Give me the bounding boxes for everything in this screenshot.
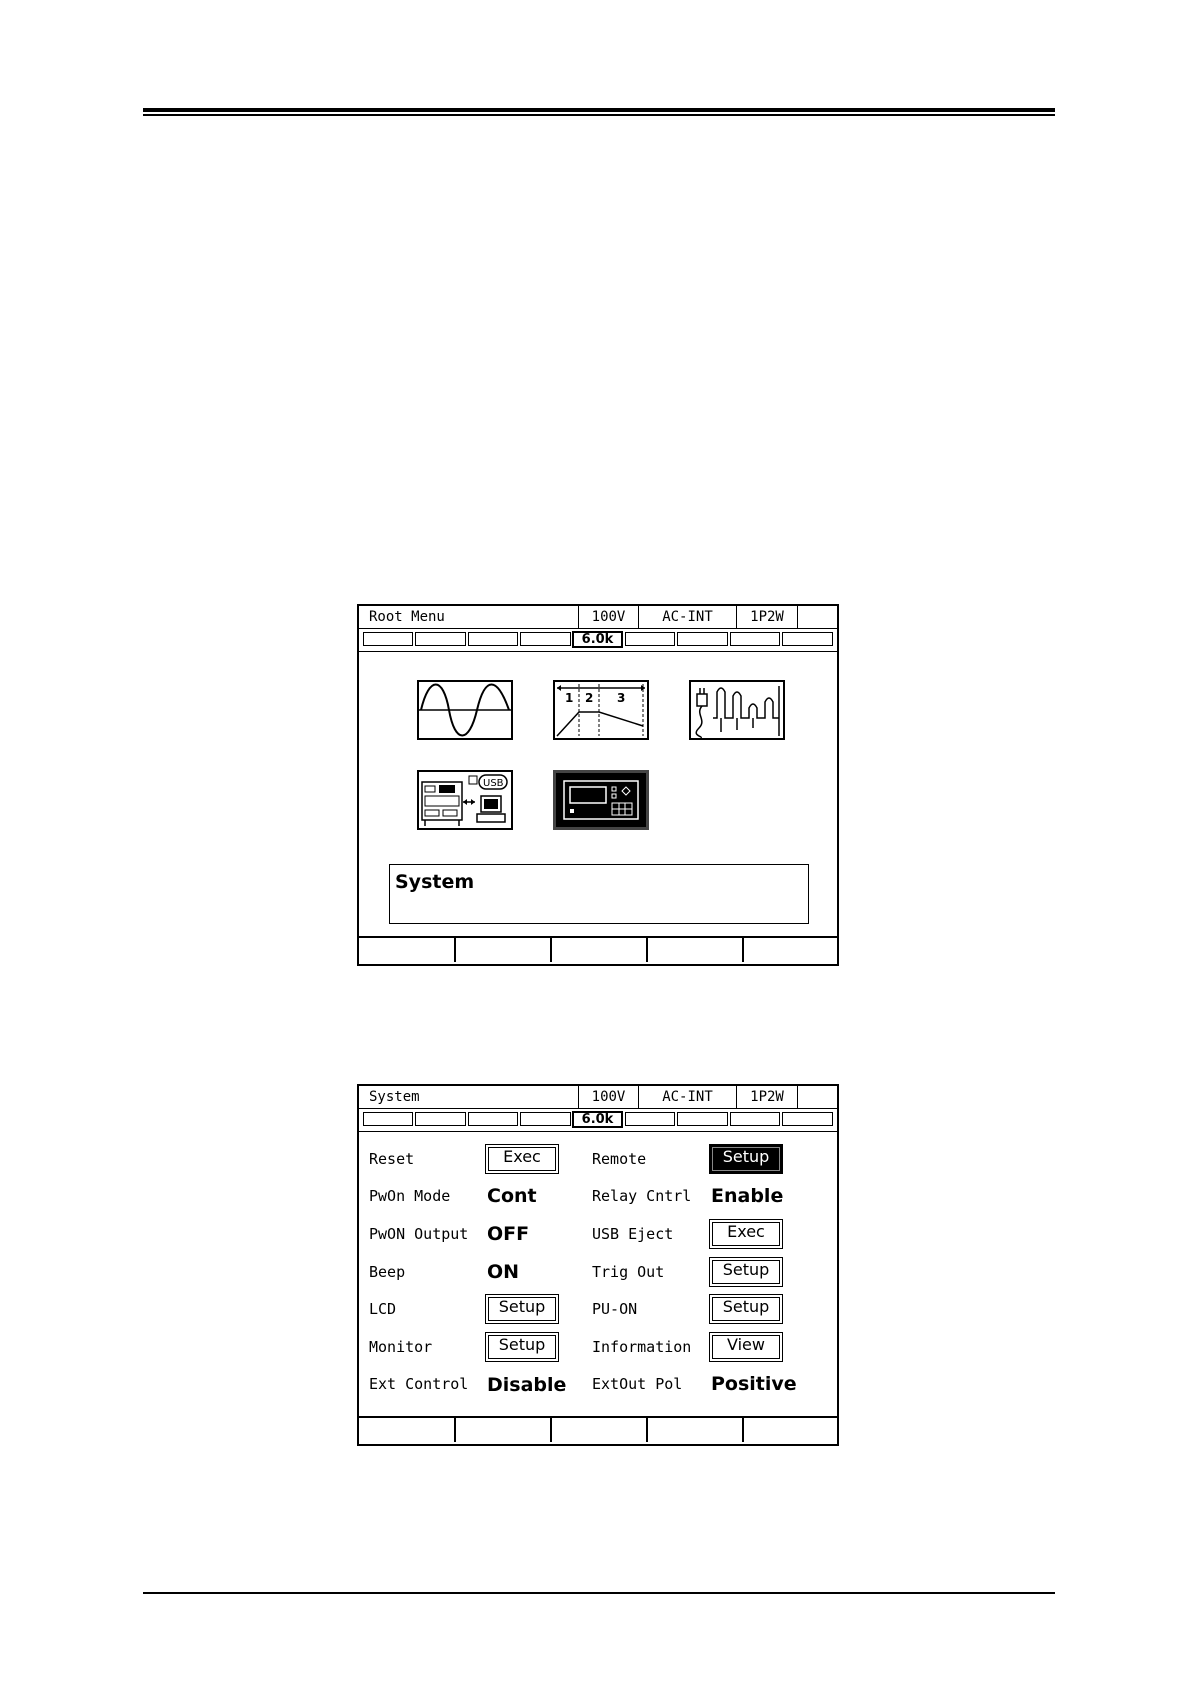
header-rule-thin: [143, 114, 1055, 116]
wiring-indicator: 1P2W: [736, 606, 798, 628]
pwon-output-label: PwON Output: [369, 1225, 469, 1243]
description-text: System: [395, 871, 475, 893]
pu-on-setup-button-label: Setup: [722, 1297, 770, 1316]
pu-on-label: PU-ON: [592, 1300, 638, 1318]
wiring-indicator: 1P2W: [736, 1086, 798, 1108]
ext-control-label: Ext Control: [369, 1375, 469, 1393]
softkey-1[interactable]: [359, 1418, 456, 1442]
information-view-button[interactable]: [709, 1332, 783, 1362]
remote-usb-interface-icon[interactable]: [417, 770, 513, 830]
lcd-label: LCD: [369, 1300, 397, 1318]
trig-out-setup-button-label: Setup: [722, 1260, 770, 1279]
relay-cntrl-value[interactable]: Enable: [711, 1185, 784, 1207]
information-label: Information: [592, 1338, 692, 1356]
meter-slot: [468, 632, 518, 646]
softkey-2[interactable]: [456, 1418, 552, 1442]
meter-slot: [782, 632, 833, 646]
remote-setup-button[interactable]: [709, 1144, 783, 1174]
information-view-button-label: View: [727, 1335, 765, 1354]
extout-pol-value[interactable]: Positive: [711, 1373, 797, 1395]
meter-slot: [625, 632, 675, 646]
monitor-setup-button[interactable]: [485, 1332, 559, 1362]
meter-slot: [363, 1112, 413, 1126]
softkey-bar: [359, 1416, 837, 1444]
root-menu-screen: [357, 604, 839, 966]
softkey-1[interactable]: [359, 938, 456, 962]
softkey-bar: [359, 936, 837, 964]
reset-exec-button[interactable]: [485, 1144, 559, 1174]
title-bar: [359, 606, 837, 629]
meter-slot: [520, 632, 571, 646]
lcd-setup-button[interactable]: [485, 1294, 559, 1324]
title-bar: [359, 1086, 837, 1109]
reset-exec-button-label: Exec: [503, 1147, 541, 1166]
pwon-mode-label: PwOn Mode: [369, 1187, 451, 1205]
meter-slot: [730, 1112, 780, 1126]
screen-title: System: [369, 1089, 420, 1105]
extout-pol-label: ExtOut Pol: [592, 1375, 683, 1393]
reset-label: Reset: [369, 1150, 415, 1168]
sequence-steps-icon[interactable]: [553, 680, 649, 740]
voltage-range-indicator: 100V: [578, 606, 638, 628]
softkey-3[interactable]: [552, 1418, 648, 1442]
ext-control-value[interactable]: Disable: [487, 1374, 567, 1396]
footer-rule: [143, 1592, 1055, 1594]
source-indicator: AC-INT: [638, 1086, 736, 1108]
pwon-mode-value[interactable]: Cont: [487, 1185, 537, 1207]
monitor-setup-button-label: Setup: [498, 1335, 546, 1354]
relay-cntrl-label: Relay Cntrl: [592, 1187, 692, 1205]
softkey-4[interactable]: [648, 938, 744, 962]
meter-slot: [730, 632, 780, 646]
step-label-2: 2: [585, 691, 594, 705]
remote-setup-button-label: Setup: [722, 1147, 770, 1166]
usb-label: USB: [483, 778, 504, 789]
meter-bar: [359, 629, 837, 652]
header-rule: [143, 108, 1055, 112]
softkey-2[interactable]: [456, 938, 552, 962]
step-label-3: 3: [617, 691, 626, 705]
meter-slot: [782, 1112, 833, 1126]
softkey-5[interactable]: [744, 1418, 837, 1442]
voltage-range-indicator: 100V: [578, 1086, 638, 1108]
meter-slot: [468, 1112, 518, 1126]
sine-wave-icon[interactable]: [417, 680, 513, 740]
system-instrument-icon[interactable]: [553, 770, 649, 830]
beep-label: Beep: [369, 1263, 406, 1281]
screen-title: Root Menu: [369, 609, 445, 625]
usb-eject-exec-button-label: Exec: [727, 1222, 765, 1241]
trig-out-setup-button[interactable]: [709, 1257, 783, 1287]
remote-label: Remote: [592, 1150, 647, 1168]
meter-slot: [677, 632, 728, 646]
lcd-setup-button-label: Setup: [498, 1297, 546, 1316]
meter-slot: [415, 632, 466, 646]
softkey-4[interactable]: [648, 1418, 744, 1442]
meter-slot: [625, 1112, 675, 1126]
monitor-label: Monitor: [369, 1338, 433, 1356]
system-menu-screen: [357, 1084, 839, 1446]
meter-slot: [520, 1112, 571, 1126]
step-label-1: 1: [565, 691, 574, 705]
pu-on-setup-button[interactable]: [709, 1294, 783, 1324]
usb-eject-label: USB Eject: [592, 1225, 674, 1243]
meter-value: 6.0k: [572, 631, 623, 648]
power-line-simulation-icon[interactable]: [689, 680, 785, 740]
meter-slot: [363, 632, 413, 646]
meter-bar: [359, 1109, 837, 1132]
description-box: [389, 864, 809, 924]
meter-slot: [415, 1112, 466, 1126]
pwon-output-value[interactable]: OFF: [487, 1223, 530, 1245]
meter-value: 6.0k: [572, 1111, 623, 1128]
meter-slot: [677, 1112, 728, 1126]
trig-out-label: Trig Out: [592, 1263, 665, 1281]
source-indicator: AC-INT: [638, 606, 736, 628]
softkey-3[interactable]: [552, 938, 648, 962]
beep-value[interactable]: ON: [487, 1261, 520, 1283]
softkey-5[interactable]: [744, 938, 837, 962]
usb-eject-exec-button[interactable]: [709, 1219, 783, 1249]
